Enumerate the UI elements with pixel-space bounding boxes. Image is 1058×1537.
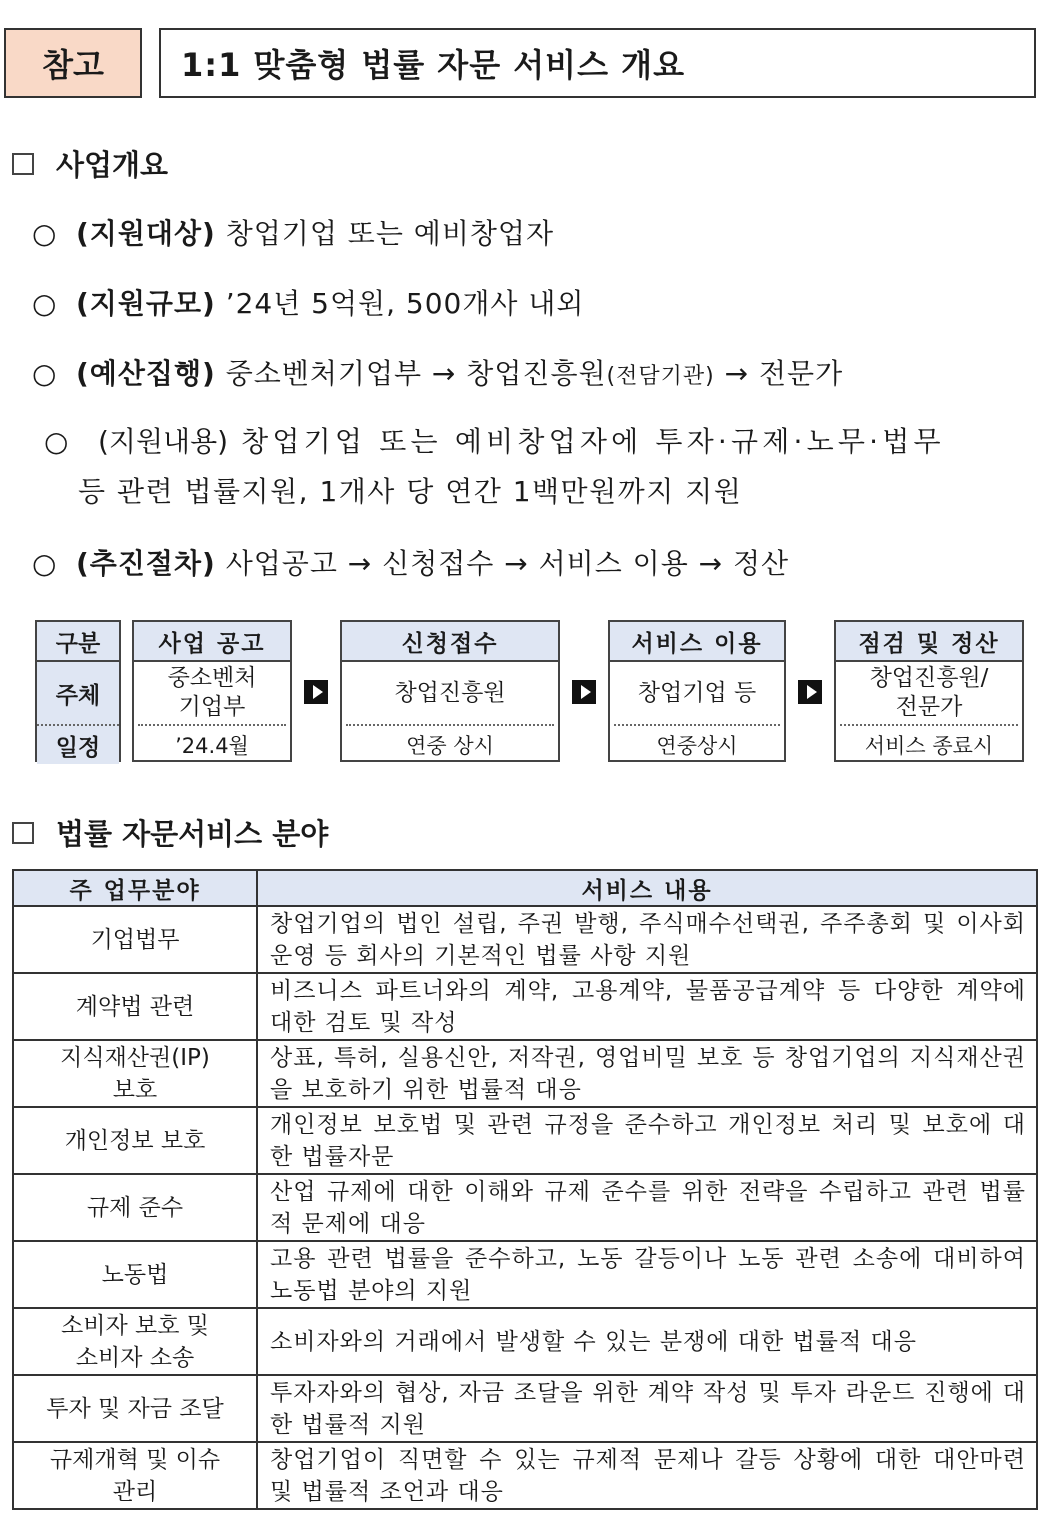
table-row xyxy=(13,1375,1037,1442)
label-schedule: 일정 xyxy=(37,726,119,764)
step-title: 사업 공고 xyxy=(134,622,290,662)
field-cell: 노동법 xyxy=(13,1241,257,1308)
item-key: (추진절차) xyxy=(76,547,216,580)
overview-item-content xyxy=(44,420,945,460)
label-owner: 주체 xyxy=(37,662,119,726)
field-cell: 투자 및 자금 조달 xyxy=(13,1375,257,1442)
table-row xyxy=(13,1040,1037,1107)
field-cell: 기업법무 xyxy=(13,906,257,973)
overview-heading xyxy=(12,143,168,184)
step-schedule: 연중상시 xyxy=(656,734,738,758)
column-header-field: 주 업무분야 xyxy=(13,870,257,906)
item-text: 창업기업 또는 예비창업자 xyxy=(215,217,555,250)
label-category: 구분 xyxy=(37,622,119,662)
item-text: ’24년 5억원, 500개사 내외 xyxy=(215,287,585,320)
table-row xyxy=(13,973,1037,1040)
content-cell: 투자자와의 협상, 자금 조달을 위한 계약 작성 및 투자 라운드 진행에 대한 법률적 지원 xyxy=(257,1375,1037,1442)
fields-heading xyxy=(12,812,328,853)
item-text: 창업기업 또는 예비창업자에 투자·규제·노무·법무 xyxy=(228,425,945,458)
table-row xyxy=(13,1308,1037,1375)
table-row xyxy=(13,906,1037,973)
item-text: 중소벤처기업부 → 창업진흥원 xyxy=(215,357,607,390)
service-fields-table xyxy=(12,869,1038,1510)
content-cell: 개인정보 보호법 및 관련 규정을 준수하고 개인정보 처리 및 보호에 대한 법률자문 xyxy=(257,1107,1037,1174)
arrow-right-icon xyxy=(798,680,822,704)
flow-label-column xyxy=(35,620,121,762)
overview-item-content-line2: 등 관련 법률지원, 1개사 당 연간 1백만원까지 지원 xyxy=(78,475,743,508)
column-header-content: 서비스 내용 xyxy=(257,870,1037,906)
field-cell: 규제 준수 xyxy=(13,1174,257,1241)
item-key: (지원규모) xyxy=(76,287,216,320)
overview-heading-text: 사업개요 xyxy=(56,148,169,182)
checkbox-square-icon xyxy=(12,153,34,175)
content-cell: 상표, 특허, 실용신안, 저작권, 영업비밀 보호 등 창업기업의 지식재산권을 보호하기 위한 법률적 대응 xyxy=(257,1040,1037,1107)
table-row xyxy=(13,1107,1037,1174)
item-text: → 전문가 xyxy=(714,357,844,390)
overview-item-scale xyxy=(32,282,584,322)
table-header-row xyxy=(13,870,1037,906)
content-cell: 고용 관련 법률을 준수하고, 노동 갈등이나 노동 관련 소송에 대비하여 노동법 분야의 지원 xyxy=(257,1241,1037,1308)
table-row xyxy=(13,1442,1037,1509)
item-key: (예산집행) xyxy=(76,357,216,390)
content-cell: 소비자와의 거래에서 발생할 수 있는 분쟁에 대한 법률적 대응 xyxy=(257,1308,1037,1375)
step-owner: 창업진흥원 xyxy=(346,662,554,726)
content-cell: 창업기업의 법인 설립, 주권 발행, 주식매수선택권, 주주총회 및 이사회 운영 등 회사의 기본적인 법률 사항 지원 xyxy=(257,906,1037,973)
overview-item-target xyxy=(32,212,554,252)
step-schedule: ’24.4월 xyxy=(175,734,249,758)
item-key: (지원대상) xyxy=(76,217,216,250)
field-cell: 지식재산권(IP) 보호 xyxy=(13,1040,257,1107)
step-schedule: 연중 상시 xyxy=(406,734,494,758)
reference-tag: 참고 xyxy=(4,28,142,98)
overview-item-budget xyxy=(32,352,843,392)
step-owner: 창업기업 등 xyxy=(614,662,780,726)
flow-step-application xyxy=(340,620,560,762)
item-text-small: (전담기관) xyxy=(606,364,715,389)
step-owner: 창업진흥원/ 전문가 xyxy=(840,662,1018,726)
circle-bullet-icon: ○ xyxy=(32,547,58,580)
step-title: 서비스 이용 xyxy=(610,622,784,662)
circle-bullet-icon: ○ xyxy=(32,287,58,320)
circle-bullet-icon: ○ xyxy=(44,425,69,458)
flow-step-service-use xyxy=(608,620,786,762)
field-cell: 계약법 관련 xyxy=(13,973,257,1040)
table-row xyxy=(13,1241,1037,1308)
step-title: 점검 및 정산 xyxy=(836,622,1022,662)
content-cell: 비즈니스 파트너와의 계약, 고용계약, 물품공급계약 등 다양한 계약에 대한 검토 및 작성 xyxy=(257,973,1037,1040)
circle-bullet-icon: ○ xyxy=(32,217,58,250)
field-cell: 규제개혁 및 이슈 관리 xyxy=(13,1442,257,1509)
item-text: 사업공고 → 신청접수 → 서비스 이용 → 정산 xyxy=(215,547,790,580)
document-title: 1:1 맞춤형 법률 자문 서비스 개요 xyxy=(159,28,1036,98)
table-row xyxy=(13,1174,1037,1241)
content-cell: 산업 규제에 대한 이해와 규제 준수를 위한 전략을 수립하고 관련 법률적 문제에 대응 xyxy=(257,1174,1037,1241)
content-cell: 창업기업이 직면할 수 있는 규제적 문제나 갈등 상황에 대한 대안마련 및 법률적 조언과 대응 xyxy=(257,1442,1037,1509)
field-cell: 개인정보 보호 xyxy=(13,1107,257,1174)
fields-heading-text: 법률 자문서비스 분야 xyxy=(56,817,329,851)
overview-item-procedure xyxy=(32,542,789,582)
arrow-right-icon xyxy=(572,680,596,704)
arrow-right-icon xyxy=(304,680,328,704)
circle-bullet-icon: ○ xyxy=(32,357,58,390)
item-key: (지원내용) xyxy=(98,425,229,458)
flow-step-announcement xyxy=(132,620,292,762)
field-cell: 소비자 보호 및 소비자 소송 xyxy=(13,1308,257,1375)
step-schedule: 서비스 종료시 xyxy=(864,734,994,758)
flow-step-settlement xyxy=(834,620,1024,762)
step-title: 신청접수 xyxy=(342,622,558,662)
checkbox-square-icon xyxy=(12,822,34,844)
step-owner: 중소벤처 기업부 xyxy=(138,662,286,726)
